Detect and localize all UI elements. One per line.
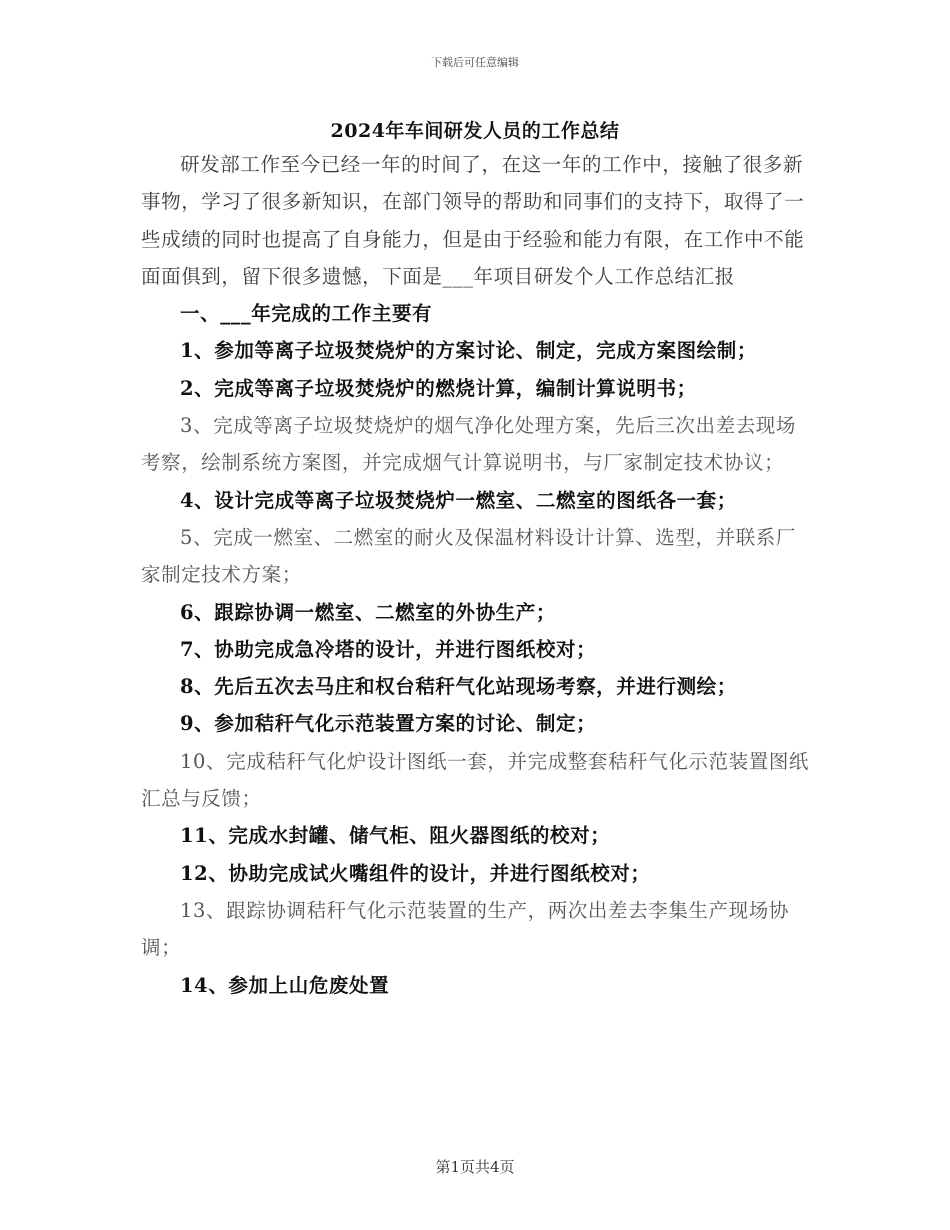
list-item: 6、跟踪协调一燃室、二燃室的外协生产；	[180, 600, 556, 624]
list-item: 3、完成等离子垃圾焚烧炉的烟气净化处理方案，先后三次出差去现场考察，绘制系统方案图，并完成烟气计算说明书，与厂家制定技术协议；	[141, 414, 797, 475]
intro-paragraph: 研发部工作至今已经一年的时间了，在这一年的工作中，接触了很多新事物，学习了很多新知识，在部门领导的帮助和同事们的支持下，取得了一些成绩的同时也提高了自身能力，但是由于经验和能力有限，在工作中不能面面俱到，留下很多遗憾，下面是___年项目研发个人工作总结汇报	[141, 153, 805, 288]
page-header-note: 下载后可任意编辑	[431, 56, 519, 69]
list-item: 12、协助完成试火嘴组件的设计，并进行图纸校对；	[180, 861, 651, 885]
list-item: 2、完成等离子垃圾焚烧炉的燃烧计算，编制计算说明书；	[180, 376, 697, 400]
document-title: 2024年车间研发人员的工作总结	[330, 120, 620, 142]
list-item: 8、先后五次去马庄和权台秸秆气化站现场考察，并进行测绘；	[180, 675, 737, 699]
list-item: 5、完成一燃室、二燃室的耐火及保温材料设计计算、选型，并联系厂家制定技术方案；	[141, 525, 797, 587]
list-item: 4、设计完成等离子垃圾焚烧炉一燃室、二燃室的图纸各一套；	[180, 488, 737, 512]
list-item: 7、协助完成急冷塔的设计，并进行图纸校对；	[180, 637, 597, 661]
list-item: 9、参加秸秆气化示范装置方案的讨论、制定；	[180, 712, 597, 736]
list-item: 14、参加上山危废处置	[180, 973, 390, 997]
list-item: 1、参加等离子垃圾焚烧炉的方案讨论、制定，完成方案图绘制；	[180, 339, 757, 363]
section-heading: 一、___年完成的工作主要有	[180, 302, 433, 326]
list-item: 13、跟踪协调秸秆气化示范装置的生产，两次出差去李集生产现场协调；	[141, 898, 789, 960]
list-item: 11、完成水封罐、储气柜、阻火器图纸的校对；	[180, 824, 611, 848]
page-number: 第1页共4页	[435, 1158, 515, 1176]
list-item: 10、完成秸秆气化炉设计图纸一套，并完成整套秸秆气化示范装置图纸汇总与反馈；	[141, 749, 810, 811]
document-body	[141, 146, 811, 1004]
